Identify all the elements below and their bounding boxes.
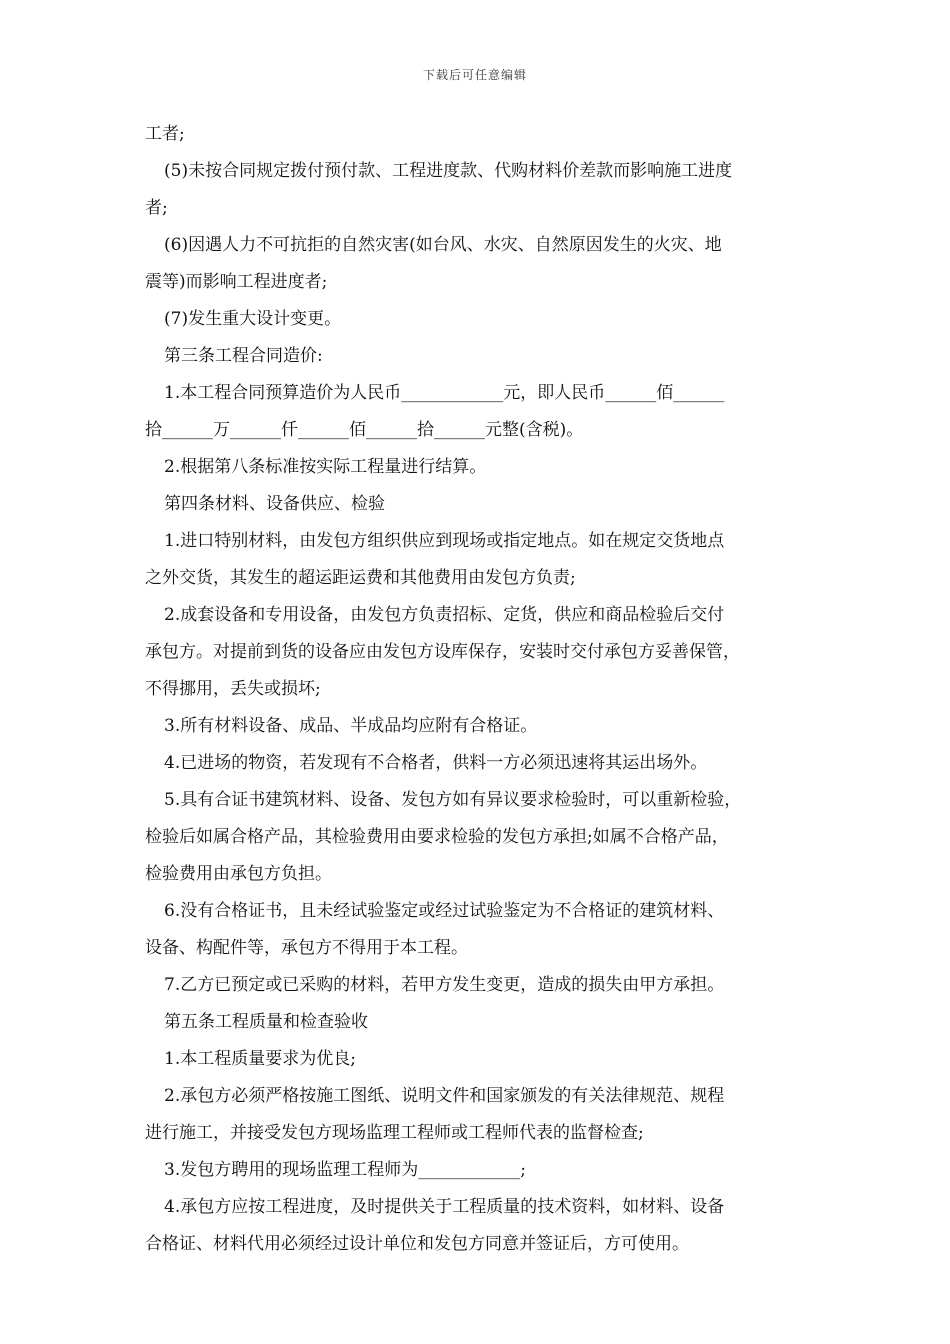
text-line: 3.发包方聘用的现场监理工程师为____________; xyxy=(164,1160,526,1180)
document-body xyxy=(145,116,810,1263)
page-header: 下载后可任意编辑 xyxy=(422,68,527,82)
text-line: 4.已进场的物资，若发现有不合格者，供料一方必须迅速将其运出场外。 xyxy=(164,753,708,773)
text-line: 震等)而影响工程进度者; xyxy=(145,272,328,292)
text-line: 设备、构配件等，承包方不得用于本工程。 xyxy=(145,938,468,958)
text-line: 第五条工程质量和检查验收 xyxy=(164,1012,368,1032)
text-line: 1.本工程合同预算造价为人民币____________元，即人民币______佰______ xyxy=(164,383,725,403)
text-line: 合格证、材料代用必须经过设计单位和发包方同意并签证后，方可使用。 xyxy=(145,1234,689,1254)
text-line: 7.乙方已预定或已采购的材料，若甲方发生变更，造成的损失由甲方承担。 xyxy=(164,975,725,995)
text-line: 拾______万______仟______佰______拾______元整(含税)。 xyxy=(145,420,584,440)
text-line: 3.所有材料设备、成品、半成品均应附有合格证。 xyxy=(164,716,538,736)
text-line: 1.进口特别材料，由发包方组织供应到现场或指定地点。如在规定交货地点 xyxy=(164,531,725,551)
text-line: 1.本工程质量要求为优良; xyxy=(164,1049,356,1069)
text-line: 4.承包方应按工程进度，及时提供关于工程质量的技术资料，如材料、设备 xyxy=(164,1197,725,1217)
text-line: 2.根据第八条标准按实际工程量进行结算。 xyxy=(164,457,487,477)
text-line: 2.承包方必须严格按施工图纸、说明文件和国家颁发的有关法律规范、规程 xyxy=(164,1086,725,1106)
text-line: 第三条工程合同造价: xyxy=(164,346,323,366)
text-line: (7)发生重大设计变更。 xyxy=(164,309,342,329)
text-line: 6.没有合格证书，且未经试验鉴定或经过试验鉴定为不合格证的建筑材料、 xyxy=(164,901,725,921)
text-line: 工者; xyxy=(145,124,185,144)
text-line: (5)未按合同规定拨付预付款、工程进度款、代购材料价差款而影响施工进度 xyxy=(164,161,733,181)
text-line: 5.具有合证书建筑材料、设备、发包方如有异议要求检验时，可以重新检验， xyxy=(164,790,742,810)
text-line: 之外交货，其发生的超运距运费和其他费用由发包方负责; xyxy=(145,568,576,588)
text-line: 2.成套设备和专用设备，由发包方负责招标、定货，供应和商品检验后交付 xyxy=(164,605,725,625)
text-line: 承包方。对提前到货的设备应由发包方设库保存，安装时交付承包方妥善保管， xyxy=(145,642,740,662)
text-line: 检验费用由承包方负担。 xyxy=(145,864,332,884)
text-line: 检验后如属合格产品，其检验费用由要求检验的发包方承担;如属不合格产品， xyxy=(145,827,729,847)
text-line: 不得挪用，丢失或损坏; xyxy=(145,679,321,699)
text-line: (6)因遇人力不可抗拒的自然灾害(如台风、水灾、自然原因发生的火灾、地 xyxy=(164,235,722,255)
text-line: 第四条材料、设备供应、检验 xyxy=(164,494,385,514)
text-line: 进行施工，并接受发包方现场监理工程师或工程师代表的监督检查; xyxy=(145,1123,644,1143)
text-line: 者; xyxy=(145,198,168,218)
